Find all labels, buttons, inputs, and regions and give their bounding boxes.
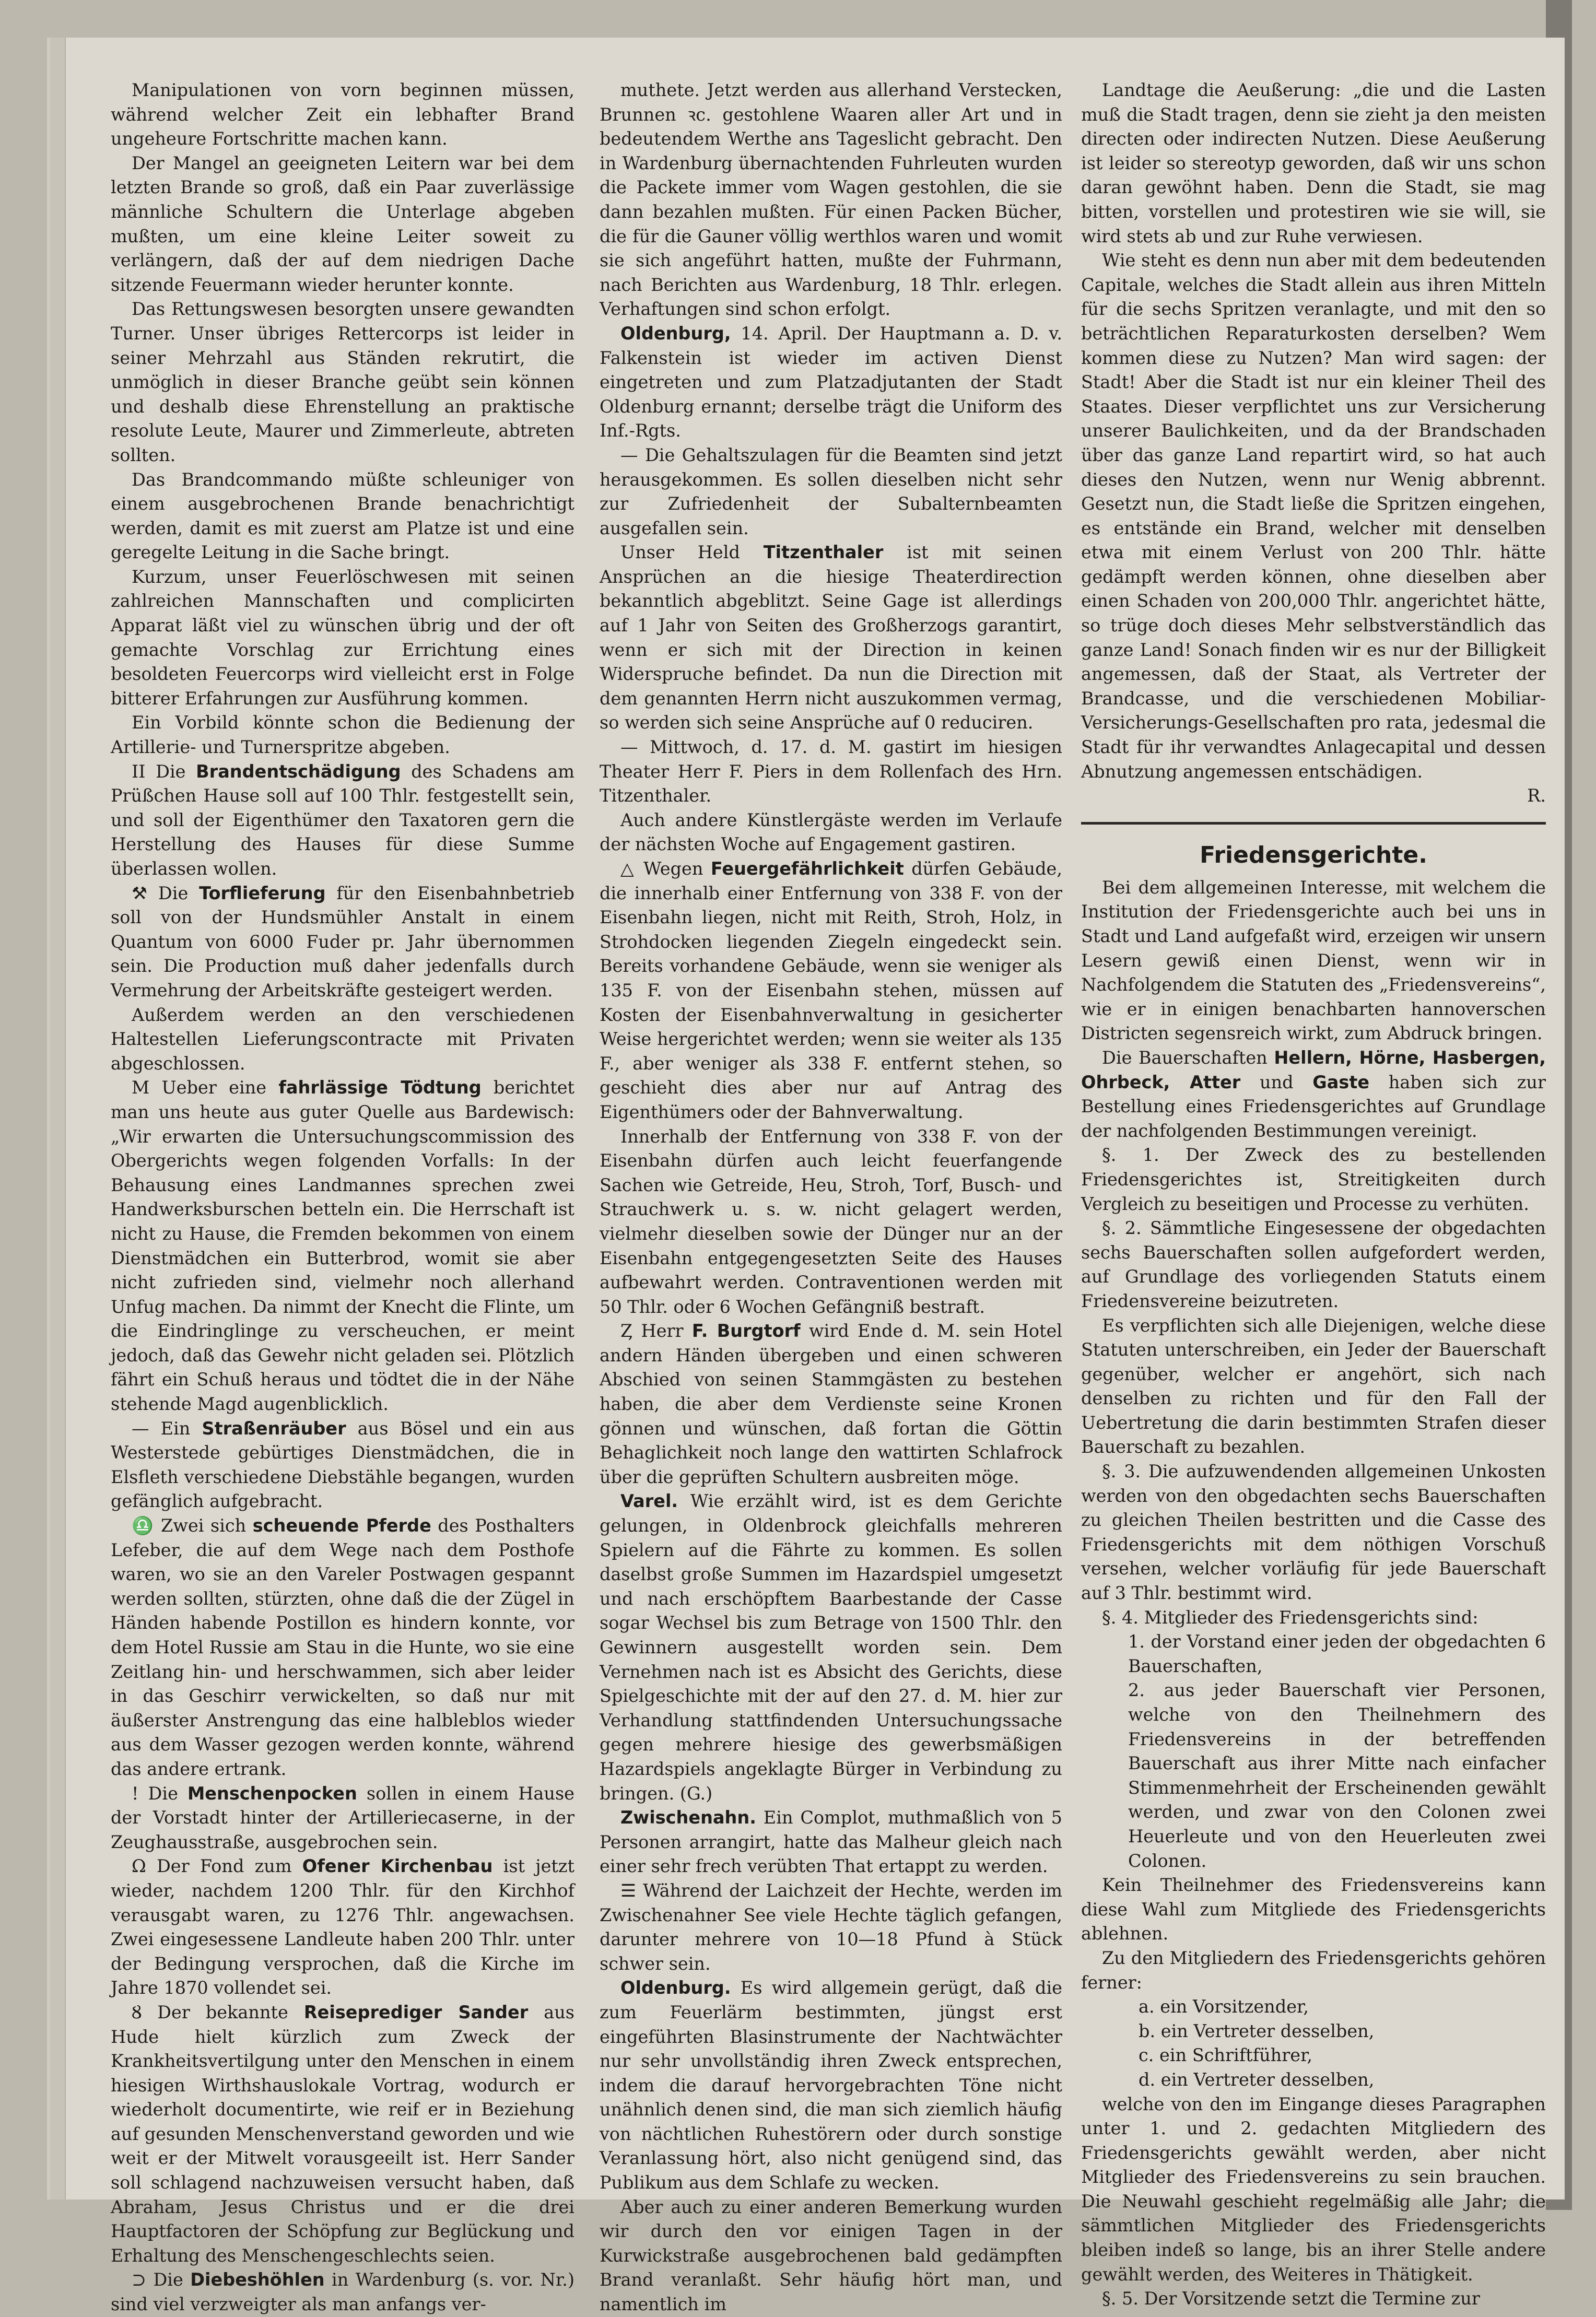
paragraph: §. 3. Die aufzuwendenden allgemeinen Unkosten werden von den obgedachten sechs Bauerschaften zu gleichen Theilen bestritten und die Casse des Friedensgerichts mit dem nöthigen Vorschuß versehen, welcher vorläufig für jede Bauerschaft auf 3 Thlr. bestimmt wird.	[1081, 1461, 1546, 1604]
article-text: ist jetzt wieder, nachdem 1200 Thlr. für den Kirchhof verausgabt waren, zu 1276 Thlr. angewachsen. Zwei eingesessene Landleute haben 200 Thlr. unter der Bedingung versprochen, daß die Kirche im Jahre 1870 vollendet sei.	[111, 1856, 575, 1998]
article-text: ⚒ Die	[132, 883, 199, 903]
paragraph: §. 1. Der Zweck des zu bestellenden Friedensgerichtes ist, Streitigkeiten durch Vergleich zu beseitigen und Processe zu verhüten.	[1081, 1145, 1546, 1214]
article-keyword: Zwischenahn.	[620, 1807, 756, 1828]
paragraph	[600, 857, 1062, 1125]
author-signature: R.	[1527, 785, 1546, 806]
paragraph: 1. der Vorstand einer jeden der obgedachten 6 Bauerschaften,	[1128, 1631, 1546, 1676]
newspaper-page	[50, 38, 1565, 2315]
article-keyword: Diebeshöhlen	[190, 2269, 325, 2290]
article-text: haben sich zur Bestellung eines Friedensgerichtes auf Grundlage der nachfolgenden Bestimmungen vereinigt.	[1081, 1072, 1546, 1141]
paragraph: Der Mangel an geeigneten Leitern war bei dem letzten Brande so groß, daß ein Paar zuverlässige männliche Schultern die Unterlage abgeben mußten, um eine kleine Leiter soweit zu verlängern, daß der auf dem niedrigen Dache sitzende Feuermann wieder herunter konnte.	[111, 152, 574, 295]
paragraph	[600, 1489, 1062, 1806]
column-3-body-2	[1081, 1873, 1546, 1995]
article-text: Es wird allgemein gerügt, daß die zum Feuerlärm bestimmten, jüngst erst eingeführten Blasinstrumente der Nachtwächter nur sehr unvollständig ihren Zweck entsprechen, indem die darauf hervorgebrachten Töne nicht unähnlich denen sind, die man sich ziemlich häufig von nächtlichen Ruhestörern oder durch sonstige Veranlassung hört, also nicht genügend sind, das Publikum aus dem Schlafe zu wecken.	[600, 1978, 1062, 2193]
article-keyword: Straßenräuber	[202, 1418, 346, 1439]
paragraph: d. ein Vertreter desselben,	[1139, 2069, 1375, 2090]
article-text: Ȣ Der bekannte	[132, 2002, 304, 2022]
paragraph: Das Rettungswesen besorgten unsere gewandten Turner. Unser übriges Rettercorps ist leider in seiner Mehrzahl aus Ständen rekrutirt, die unmöglich in dieser Branche geübt sein können und deshalb diese Ehrenstellung an praktische resolute Leute, Maurer und Zimmerleute, abtreten sollten.	[111, 299, 574, 465]
paragraph: 2. aus jeder Bauerschaft vier Personen, welche von den Theilnehmern des Friedensvereins in der betreffenden Bauerschaft aus ihrer Mitte nach einfacher Stimmenmehrheit der Erscheinenden gewählt werden, und zwar von den Colonen zwei Heuerleute und von den Heuerleuten zwei Colonen.	[1128, 1680, 1546, 1871]
paragraph: Aber auch zu einer anderen Bemerkung wurden wir durch den vor einigen Tagen in der Kurwickstraße ausgebrochenen bald gedämpften Brand veranlaßt. Sehr häufig hört man, und namentlich im	[600, 2196, 1062, 2315]
section-rule	[1081, 822, 1546, 825]
article-text: Die Bauerschaften	[1102, 1047, 1274, 1068]
article-text: M Ueber eine	[132, 1077, 279, 1098]
article-keyword: Oldenburg.	[620, 1978, 731, 1998]
article-text: — Ein	[132, 1418, 202, 1439]
article-text: ! Die	[132, 1783, 187, 1804]
paragraph: a. ein Vorsitzender,	[1139, 1996, 1309, 2017]
column-3-body	[1081, 876, 1546, 1630]
article-text: △ Wegen	[620, 858, 711, 879]
paragraph	[600, 1806, 1062, 1879]
paragraph: ☰ Während der Laichzeit der Hechte, werden im Zwischenahner See viele Hechte täglich gefangen, darunter mehrere von 10—18 Pfund à Stück schwer sein.	[600, 1880, 1062, 1974]
article-keyword: Titzenthaler	[763, 542, 884, 563]
paragraph: Es verpflichten sich alle Diejenigen, welche diese Statuten unterschreiben, ein Jeder der Bauerschaft gegenüber, welcher er angehört, sich nach denselben zu richten und für den Fall der Uebertretung die darin bestimmten Strafen dieser Bauerschaft zu bezahlen.	[1081, 1315, 1546, 1457]
article-text: Ein Complot, muthmaßlich von 5 Personen arrangirt, hatte das Malheur gleich nach einer sehr frech verübten That ertappt zu werden.	[600, 1807, 1062, 1877]
paragraph	[111, 760, 574, 881]
section-heading: Friedensgerichte.	[1200, 841, 1427, 868]
paragraph: Landtage die Aeußerung: „die und die Lasten muß die Stadt tragen, denn sie zieht ja den meisten directen oder indirecten Nutzen. Diese Aeußerung ist leider so stereotyp geworden, daß wir uns schon daran gewöhnt haben. Denn die Stadt, sie mag bitten, vorstellen und protestiren wie sie will, sie wird stets ab und zur Ruhe verwiesen.	[1081, 80, 1546, 246]
article-keyword: Brandentschädigung	[196, 761, 401, 782]
article-text: sollen in einem Hause der Vorstadt hinter der Artilleriecaserne, in der Zeughausstraße, ausgebrochen sein.	[111, 1783, 574, 1852]
paragraph	[600, 322, 1062, 443]
paragraph: Außerdem werden an den verschiedenen Haltestellen Lieferungscontracte mit Privaten abgeschlossen.	[111, 1004, 574, 1074]
paragraph: §. 2. Sämmtliche Eingesessene der obgedachten sechs Bauerschaften sollen aufgefordert werden, auf Grundlage des vorliegenden Statuts einem Friedensvereine beizutreten.	[1081, 1218, 1546, 1311]
paragraph: Ein Vorbild könnte schon die Bedienung der Artillerie- und Turnerspritze abgeben.	[111, 712, 574, 758]
article-text: dürfen Gebäude, die innerhalb einer Entfernung von 338 F. von der Eisenbahn liegen, nicht mit Reith, Stroh, Holz, in Strohdocken liegenden Ziegeln eingedeckt sein. Bereits vorhandene Gebäude, wenn sie weniger als 135 F. von der Eisenbahn stehen, müssen auf Kosten der Eisenbahnverwaltung in gesicherter Weise hergerichtet werden; wenn sie weiter als 135 F., aber weniger als 338 F. entfernt stehen, so geschieht dies aber nur auf Antrag des Eigenthümers oder der Bahnverwaltung.	[600, 858, 1062, 1122]
paragraph	[600, 1319, 1062, 1489]
article-text: 14. April. Der Hauptmann a. D. v. Falkenstein ist wieder im activen Dienst eingetreten und zum Platzadjutanten der Stadt Oldenburg ernannt; derselbe trägt die Uniform des Inf.-Rgts.	[600, 323, 1062, 441]
article-text: und	[1240, 1072, 1313, 1092]
article-keyword: F. Burgtorf	[691, 1321, 801, 1342]
paragraph: Innerhalb der Entfernung von 338 F. von der Eisenbahn dürfen auch leicht feuerfangende Sachen wie Getreide, Heu, Stroh, Torf, Busch- und Strauchwerk u. s. w. nicht gelagert werden, vielmehr dieselben sowie der Dünger nur an der Eisenbahn entgegengesetzten Seite des Hauses aufbewahrt werden. Contraventionen werden mit 50 Thlr. oder 6 Wochen Gefängniß bestraft.	[600, 1126, 1062, 1317]
paragraph: muthete. Jetzt werden aus allerhand Verstecken, Brunnen ꝛc. gestohlene Waaren aller Art und in bedeutendem Werthe ans Tageslicht gebracht. Den in Wardenburg übernachtenden Fuhrleuten wurden die Packete immer vom Wagen gestohlen, die sie dann bezahlen mußten. Für einen Packen Bücher, die für die Gauner völlig werthlos waren und womit sie sich angeführt hatten, mußte der Fuhrmann, nach Berichten aus Wardenburg, 18 Thlr. erlegen. Verhaftungen sind schon erfolgt.	[600, 80, 1062, 320]
article-text: II Die	[132, 761, 196, 782]
paragraph	[1081, 1046, 1546, 1143]
paragraph	[600, 1976, 1062, 2195]
paragraph: Auch andere Künstlergäste werden im Verlaufe der nächsten Woche auf Engagement gastiren.	[600, 809, 1062, 855]
article-text: Ω Der Fond zum	[132, 1856, 302, 1877]
article-keyword: Varel.	[620, 1491, 678, 1512]
paragraph: — Mittwoch, d. 17. d. M. gastirt im hiesigen Theater Herr F. Piers in dem Rollenfach des Hrn. Titzenthaler.	[600, 737, 1062, 806]
article-text: Unser Held	[620, 542, 764, 563]
paragraph: Wie steht es denn nun aber mit dem bedeutenden Capitale, welches die Stadt allein aus ihren Mitteln für die sechs Spritzen veranlagte, und mit den so beträchtlichen Reparaturkosten derselben? Wem kommen diese zu Nutzen? Man wird sagen: der Stadt! Aber die Stadt ist nur ein kleiner Theil des Staates. Dieser verpflichtet uns zur Versicherung unserer Baulichkeiten, und da der Brandschaden über das ganze Land repartirt wird, so hat auch dieses den Nutzen, wenn nur Wenig abbrennt. Gesetzt nun, die Stadt ließe die Spritzen eingehen, es entstände ein Brand, welcher mit denselben etwa mit einem Verlust von 200 Thlr. hätte gedämpft werden können, ohne dieselben aber einen Schaden von 200,000 Thlr. angerichtet hätte, so trüge doch dieses Mehr selbstverständlich das ganze Land! Sonach finden wir es nur der Billigkeit angemessen, daß der Staat, als Vertreter der Brandcasse, und die verschiedenen Mobiliar-Versicherungs-Gesellschaften pro rata, jedesmal die Stadt für ihr verwandtes Anlagecapital und dessen Abnutzung angemessen entschädigen.	[1081, 250, 1546, 782]
members-list	[1081, 1630, 1546, 1873]
article-text: Ȥ Herr	[620, 1321, 692, 1342]
column-3	[1081, 78, 1546, 2311]
article-text: ♎ Zwei sich	[132, 1515, 253, 1536]
paragraph: Manipulationen von vorn beginnen müssen, während welcher Zeit ein lebhafter Brand ungeheure Fortschritte machen kann.	[111, 80, 574, 149]
article-keyword: Ofener Kirchenbau	[302, 1856, 493, 1877]
article-text: Wie erzählt wird, ist es dem Gerichte gelungen, in Oldenbrock gleichfalls mehreren Spielern auf die Fährte zu kommen. Es sollen daselbst große Summen im Hazardspiel umgesetzt und nach erschöpftem Baarbestande der Casse sogar Wechsel bis zum Betrage von 1500 Thlr. den Gewinnern ausgestellt worden sein. Dem Vernehmen nach ist es Absicht des Gerichts, diese Spielgeschichte mit der auf den 27. d. M. hier zur Verhandlung stattfindenden Untersuchungssache gegen mehrere hiesige des gewerbsmäßigen Hazardspiels angeklagte Bürger in Verbindung zu bringen. (G.)	[600, 1491, 1062, 1804]
article-text: berichtet man uns heute aus guter Quelle aus Bardewisch: „Wir erwarten die Untersuchungscommission des Obergerichts wegen folgenden Vorfalls: In der Behausung eines Landmannes sprechen zwei Handwerksburschen betteln ein. Die Herrschaft ist nicht zu Hause, die Fremden bekommen von einem Dienstmädchen ein Butterbrod, womit sie aber nicht zufrieden sind, vielmehr noch allerhand Unfug machen. Da nimmt der Knecht die Flinte, um die Eindringlinge zu verscheuchen, er meint jedoch, daß das Gewehr nicht geladen sei. Plötzlich fährt ein Schuß heraus und tödtet die in der Nähe stehende Magd augenblicklich.	[111, 1077, 574, 1415]
paragraph: Bei dem allgemeinen Interesse, mit welchem die Institution der Friedensgerichte auch bei uns in Stadt und Land aufgefaßt wird, erzeigen wir unsern Lesern gewiß einen Dienst, wenn wir in Nachfolgendem die Statuten des „Friedensvereins“, wie er in einigen benachbarten hannoverschen Districten segensreich wirkt, zum Abdruck bringen.	[1081, 877, 1546, 1044]
paragraph: Kein Theilnehmer des Friedensvereins kann diese Wahl zum Mitgliede des Friedensgerichts ablehnen.	[1081, 1875, 1546, 1944]
article-text: ist mit seinen Ansprüchen an die hiesige Theaterdirection bekanntlich abgeblitzt. Seine Gage ist allerdings auf 1 Jahr von Seiten des Großherzogs garantirt, wenn er sich mit der Direction in keinen Widerspruche befindet. Da nun die Direction mit dem genannten Herrn nicht auszukommen vermag, so werden sich seine Ansprüche auf 0 reduciren.	[600, 542, 1063, 733]
paragraph: b. ein Vertreter desselben,	[1139, 2020, 1375, 2041]
paragraph	[111, 881, 574, 1003]
column-3-end	[1081, 2092, 1546, 2311]
article-keyword: Hellern, Hörne, Hasbergen, Ohrbeck, Atter	[1081, 1047, 1546, 1092]
article-keyword: Torflieferung	[199, 883, 326, 903]
article-text: aus Bösel und ein aus Westerstede gebürtiges Dienstmädchen, die in Elsfleth verschiedene Diebstähle begangen, wurden gefänglich aufgebracht.	[111, 1418, 575, 1512]
article-keyword: scheuende Pferde	[252, 1515, 431, 1536]
article-keyword: Feuergefährlichkeit	[710, 858, 904, 879]
article-keyword: Menschenpocken	[187, 1783, 357, 1804]
paragraph: c. ein Schriftführer,	[1139, 2045, 1313, 2066]
paragraph	[111, 2001, 574, 2268]
article-text: des Schadens am Prüßchen Hause soll auf 100 Thlr. festgestellt sein, und soll der Eigenthümer den Taxatoren gern die Herstellung des Hauses für diese Summe überlassen wollen.	[111, 761, 574, 879]
article-keyword: fahrlässige Tödtung	[278, 1077, 482, 1098]
article-text: aus Hude hielt kürzlich zum Zweck der Krankheitsvertilgung unter den Menschen in einem hiesigen Wirthshauslokale Vortrag, wodurch er wiederholt documentirte, wie reif er in Beziehung auf gesunden Menschenverstand geworden und wie weit er der Mitwelt vorausgeeilt ist. Herr Sander soll schlagend nachzuweisen versucht haben, daß Abraham, Jesus Christus und er die drei Hauptfactoren der Schöpfung zur Beglückung und Erhaltung des Menschengeschlechts seien.	[111, 2002, 574, 2266]
paragraph: Kurzum, unser Feuerlöschwesen mit seinen zahlreichen Mannschaften und complicirten Apparat läßt viel zu wünschen übrig und der oft gemachte Vorschlag zur Errichtung eines besoldeten Feuercorps wird vielleicht erst in Folge bitterer Erfahrungen zur Ausführung kommen.	[111, 566, 574, 709]
column-3-upper	[1081, 78, 1546, 784]
paragraph: Zu den Mitgliedern des Friedensgerichts gehören ferner:	[1081, 1947, 1546, 1993]
page-spine	[50, 38, 66, 2200]
column-1	[111, 78, 574, 2317]
paragraph	[111, 1854, 574, 2001]
officers-list	[1081, 1995, 1546, 2092]
paragraph	[600, 540, 1062, 735]
article-keyword: Oldenburg,	[620, 323, 731, 344]
paragraph	[111, 1514, 574, 1782]
paragraph: Das Brandcommando müßte schleuniger von einem ausgebrochenen Brande benachrichtigt werden, damit es mit zuerst am Platze ist und eine geregelte Leitung in die Sache bringt.	[111, 469, 574, 563]
article-keyword: Reiseprediger Sander	[303, 2002, 529, 2022]
paragraph: welche von den im Eingange dieses Paragraphen unter 1. und 2. gedachten Mitgliedern des Friedensgerichts gewählt werden, aber nicht Mitglieder des Friedensvereins zu sein brauchen. Die Neuwahl geschieht regelmäßig alle Jahr; die sämmtlichen Mitglieder des Friedensgerichts bleiben indeß so lange, bis an ihrer Stelle andere gewählt werden, des Weiteres in Thätigkeit.	[1081, 2093, 1546, 2285]
paragraph	[111, 1417, 574, 1514]
article-text: ⊃ Die	[132, 2269, 191, 2290]
article-keyword: Gaste	[1312, 1072, 1370, 1092]
article-text: wird Ende d. M. sein Hotel andern Händen übergeben und einen schweren Abschied von seinen Stammgästen zu bestehen haben, die aber dem Verdienste seine Kronen gönnen und wünschen, daß fortan die Göttin Behaglichkeit noch lange den wattirten Schlafrock über die geprüften Schultern ausbreiten möge.	[600, 1321, 1062, 1487]
article-text: in Wardenburg (s. vor. Nr.) sind viel verzweigter als man anfangs ver-	[111, 2269, 575, 2315]
paragraph: §. 4. Mitglieder des Friedensgerichts sind:	[1102, 1607, 1478, 1628]
article-text: für den Eisenbahnbetrieb soll von der Hundsmühler Anstalt in einem Quantum von 6000 Fuder pr. Jahr übernommen sein. Die Production muß daher jedenfalls durch Vermehrung der Arbeitskräfte gesteigert werden.	[111, 883, 574, 1001]
paragraph	[111, 1782, 574, 1855]
paragraph	[111, 2268, 574, 2316]
paragraph	[111, 1076, 574, 1416]
paragraph: §. 5. Der Vorsitzende setzt die Termine zur	[1102, 2288, 1480, 2309]
article-text: des Posthalters Lefeber, die auf dem Wege nach dem Posthofe waren, wo sie an den Vareler Postwagen gespannt werden sollten, stürzten, ohne daß die der Zügel in Händen habende Postillon es hindern konnte, vor dem Hotel Russie am Stau in die Hunte, wo sie eine Zeitlang hin- und herschwammen, sich aber leider in das Geschirr verwickelten, so daß nur mit äußerster Anstrengung das eine halbleblos wieder aus dem Wasser gezogen werden konnte, während das andere ertrank.	[111, 1515, 574, 1779]
column-2	[600, 78, 1062, 2317]
paragraph: — Die Gehaltszulagen für die Beamten sind jetzt herausgekommen. Es sollen dieselben nicht sehr zur Zufriedenheit der Subalternbeamten ausgefallen sein.	[600, 444, 1062, 538]
